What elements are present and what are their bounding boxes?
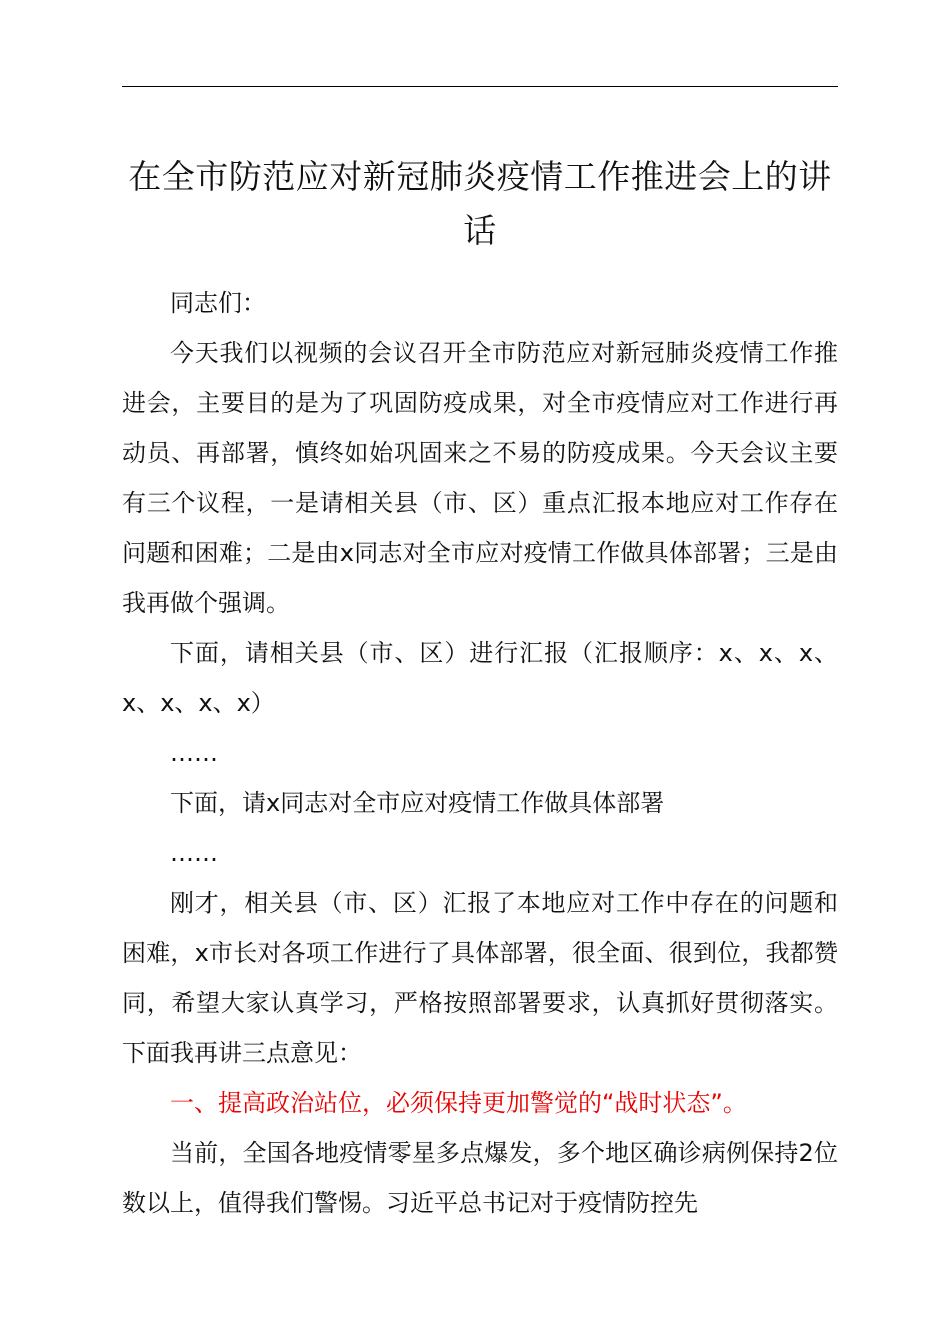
document-title: 在全市防范应对新冠肺炎疫情工作推进会上的讲话 (128, 157, 832, 250)
paragraph-current-situation: 当前，全国各地疫情零星多点爆发，多个地区确诊病例保持2位数以上，值得我们警惕。习近平总书记对于疫情防控先 (122, 1139, 838, 1217)
salutation: 同志们： (170, 289, 266, 317)
ellipsis-2: …… (170, 839, 218, 867)
document-body (122, 278, 838, 1228)
paragraph-report-order: 下面，请相关县（市、区）进行汇报（汇报顺序：x、x、x、x、x、x、x） (122, 639, 838, 717)
ellipsis-1: …… (170, 739, 218, 767)
paragraph-intro: 今天我们以视频的会议召开全市防范应对新冠肺炎疫情工作推进会，主要目的是为了巩固防疫成果，对全市疫情应对工作进行再动员、再部署，慎终如始巩固来之不易的防疫成果。今天会议主要有三个议程，一是请相关县（市、区）重点汇报本地应对工作存在问题和困难；二是由x同志对全市应对疫情工作做具体部署；三是由我再做个强调。 (122, 339, 838, 617)
paragraph-deployment: 下面，请x同志对全市应对疫情工作做具体部署 (170, 789, 665, 817)
paragraph-summary: 刚才，相关县（市、区）汇报了本地应对工作中存在的问题和困难，x市长对各项工作进行了具体部署，很全面、很到位，我都赞同，希望大家认真学习，严格按照部署要求，认真抓好贯彻落实。下面我再讲三点意见： (122, 889, 838, 1067)
section-heading-1: 一、提高政治站位，必须保持更加警觉的“战时状态”。 (170, 1089, 747, 1117)
header-rule (122, 86, 838, 87)
